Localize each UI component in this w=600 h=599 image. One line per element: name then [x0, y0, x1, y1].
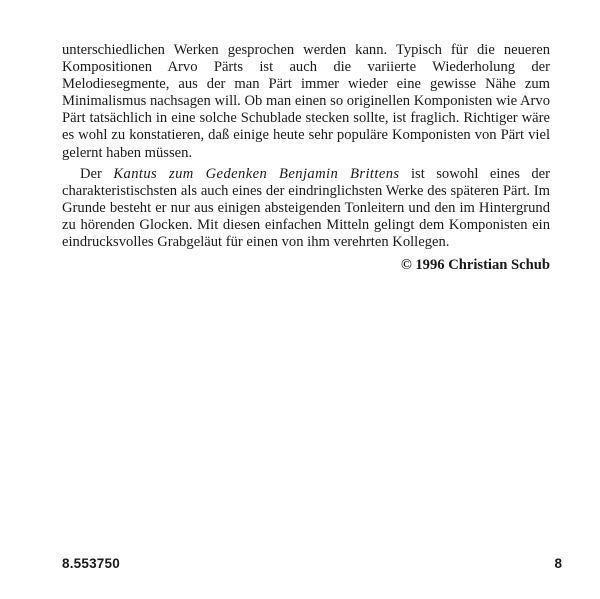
- work-title: Kantus zum Gedenken Benjamin Brittens: [113, 165, 400, 182]
- paragraph-1: unterschiedlichen Werken gesprochen werden kann. Typisch für die neueren Kompositionen Arvo Pärts ist auch die variierte Wiederholung der Melodiesegmente, aus der man Pärt immer wieder eine gewisse Nähe zum Minimalismus nachsagen will. Ob man einen so originellen Komponisten wie Arvo Pärt tatsächlich in eine solche Schublade stecken sollte, ist fraglich. Richtiger wäre es wohl zu konstatieren, daß einige heute sehr populäre Komponisten von Pärt viel gelernt haben müssen.: [62, 42, 550, 161]
- catalog-number: 8.553750: [62, 556, 120, 571]
- paragraph-2: [62, 166, 550, 251]
- page-number: 8: [554, 556, 562, 571]
- essay-text-block: [62, 42, 550, 274]
- paragraph-2-lead: Der: [80, 165, 114, 182]
- paragraph-2-rest: ist sowohl eines der charakteristischsten als auch eines der eindringlichsten Werke des späteren Pärt. Im Grunde besteht er nur aus einigen absteigenden Tonleitern und den im Hintergrund zu hörenden Glocken. Mit diesen einfachen Mitteln gelingt dem Komponisten ein eindrucksvolles Grabgeläut für einen von ihm verehrten Kollegen.: [62, 165, 551, 251]
- copyright-notice: © 1996 Christian Schub: [400, 257, 550, 274]
